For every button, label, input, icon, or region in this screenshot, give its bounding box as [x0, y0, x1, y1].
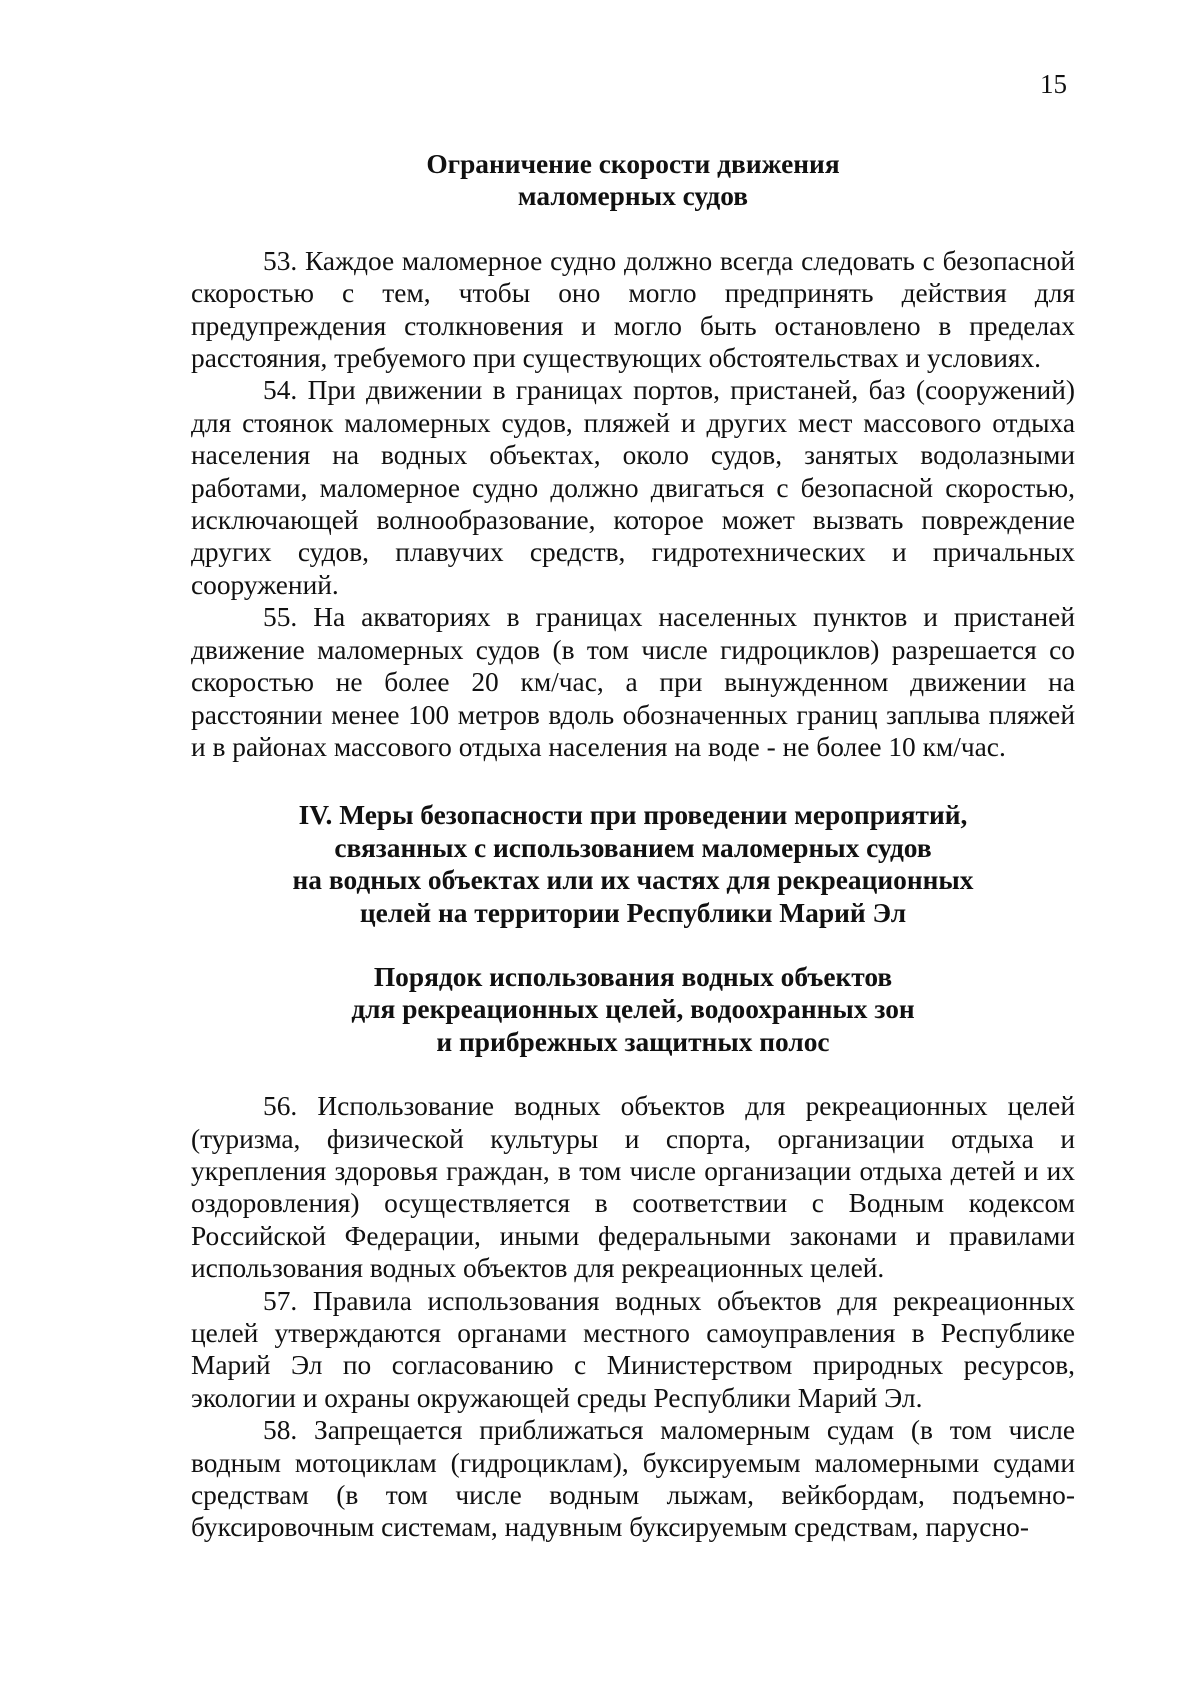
- paragraph-57: 57. Правила использования водных объектов для рекреационных целей утверждаются органами местного самоуправления в Республике Марий Эл по согласованию с Министерством природных ресурсов, экологии и охраны окружающей среды Республики Марий Эл.: [191, 1285, 1075, 1413]
- heading-line: целей на территории Республики Марий Эл: [359, 897, 907, 928]
- document-body: [191, 148, 1075, 1544]
- paragraph-55: 55. На акваториях в границах населенных пунктов и пристаней движение маломерных судов (в том числе гидроциклов) разрешается со скоростью не более 20 км/час, а при вынужденном движении на расстоянии менее 100 метров вдоль обозначенных границ заплыва пляжей и в районах массового отдыха населения на воде - не более 10 км/час.: [191, 602, 1075, 762]
- paragraph-56: 56. Использование водных объектов для рекреационных целей (туризма, физической культуры и спорта, организации отдыха и укрепления здоровья граждан, в том числе организации отдыха детей и их оздоровления) осуществляется в соответствии с Водным кодексом Российской Федерации, иными федеральными законами и правилами использования водных объектов для рекреационных целей.: [191, 1091, 1075, 1284]
- section-title-iv: [191, 799, 1075, 929]
- heading-line: Ограничение скорости движения: [426, 149, 840, 179]
- heading-line: для рекреационных целей, водоохранных зон: [351, 994, 915, 1025]
- section-title-speed-limit: [191, 148, 1075, 213]
- heading-line: Порядок использования водных объектов: [373, 961, 893, 992]
- paragraph-58: 58. Запрещается приближаться маломерным судам (в том числе водным мотоциклам (гидроциклам), буксируемым маломерными судами средствам (в том числе водным лыжам, вейкбордам, подъемно-буксировочным системам, надувным буксируемым средствам, парусно-: [191, 1415, 1075, 1543]
- heading-line: IV. Меры безопасности при проведении мероприятий,: [298, 800, 968, 831]
- heading-line: маломерных судов: [517, 181, 749, 212]
- paragraph-53: 53. Каждое маломерное судно должно всегда следовать с безопасной скоростью с тем, чтобы оно могло предпринять действия для предупреждения столкновения и могло быть остановлено в пределах расстояния, требуемого при существующих обстоятельствах и условиях.: [191, 245, 1075, 374]
- heading-line: и прибрежных защитных полос: [436, 1026, 830, 1057]
- heading-line: связанных с использованием маломерных судов: [334, 832, 932, 863]
- paragraph-54: 54. При движении в границах портов, пристаней, баз (сооружений) для стоянок маломерных судов, пляжей и других мест массового отдыха населения на водных объектах, около судов, занятых водолазными работами, маломерное судно должно двигаться с безопасной скоростью, исключающей волнообразование, которое может вызвать повреждение других судов, плавучих средств, гидротехнических и причальных сооружений.: [191, 375, 1075, 600]
- page-number: 15: [1040, 69, 1067, 99]
- subsection-title-water-use-order: [191, 961, 1075, 1058]
- heading-line: на водных объектах или их частях для рекреационных: [292, 865, 974, 896]
